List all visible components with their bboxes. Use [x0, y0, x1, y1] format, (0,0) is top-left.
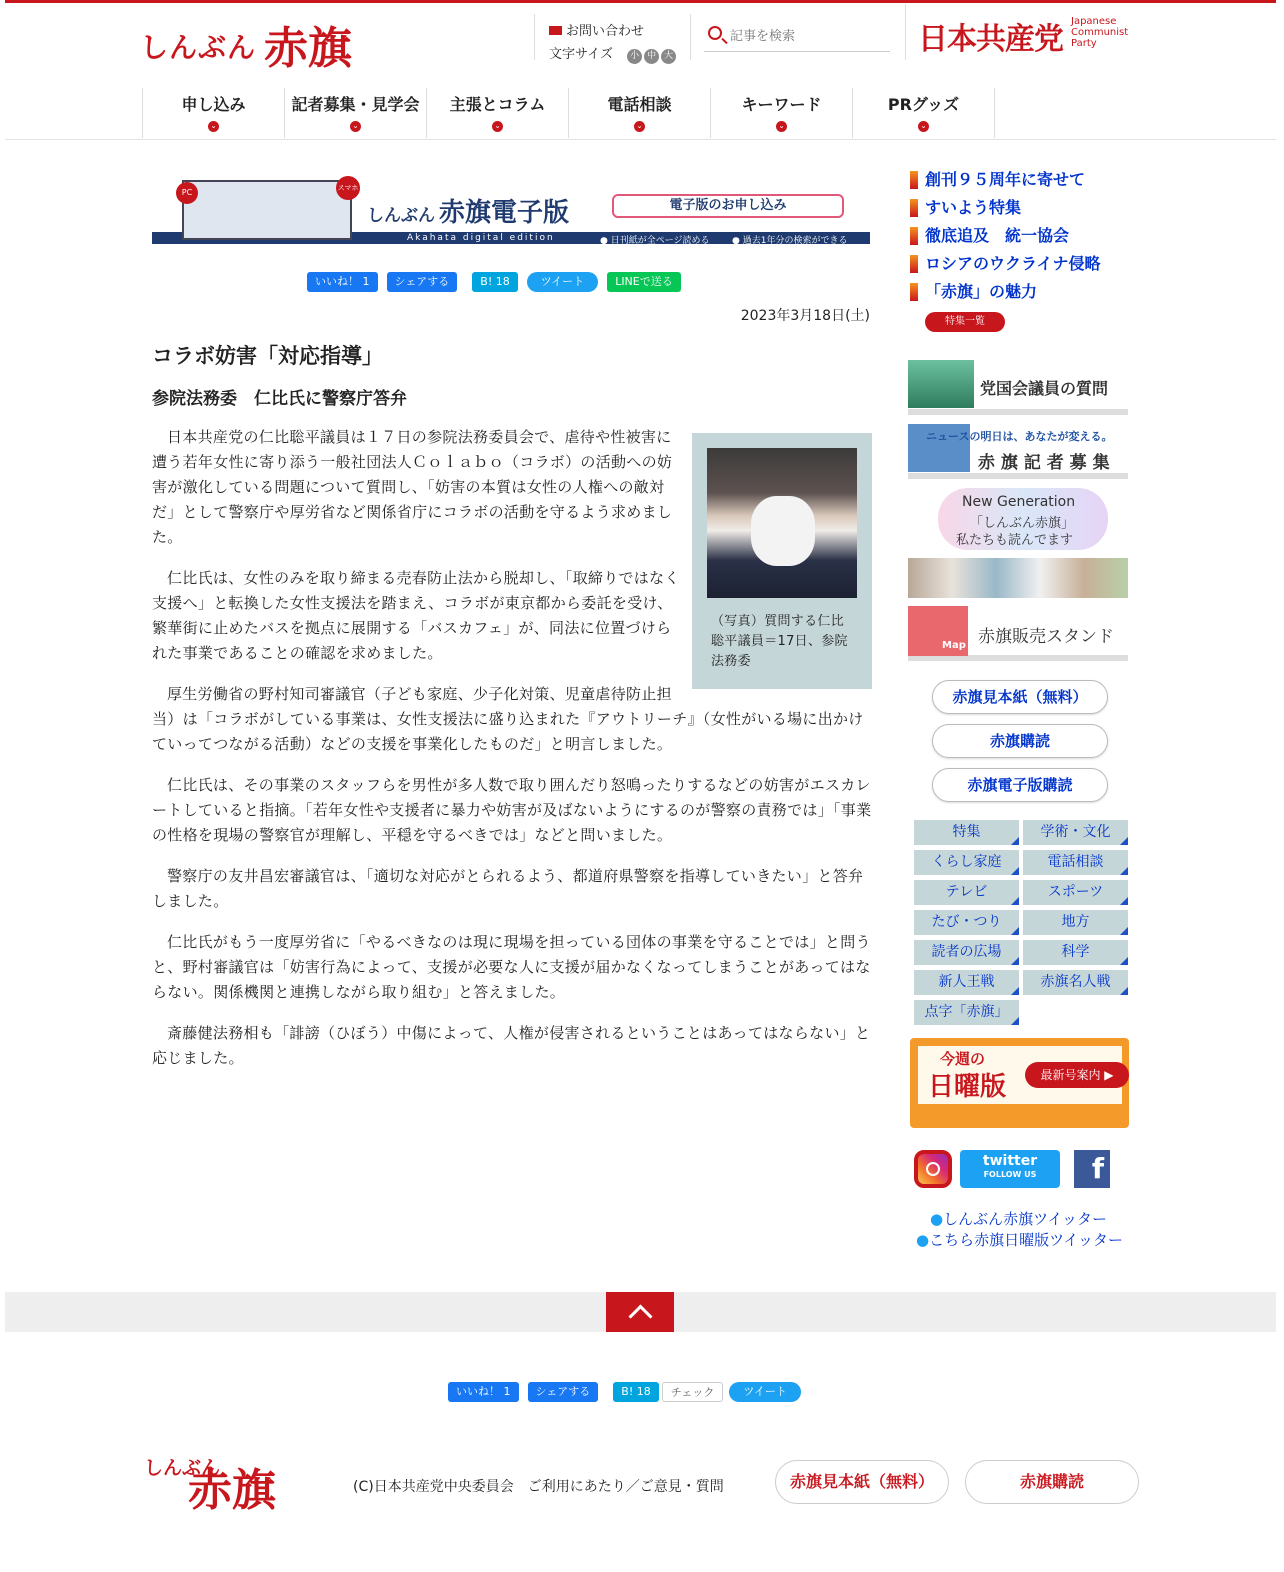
footer-logo-big: 赤旗: [188, 1465, 276, 1516]
category-link-home[interactable]: くらし家庭: [914, 850, 1019, 875]
site-logo[interactable]: [140, 12, 352, 76]
line-send-button[interactable]: LINEで送る: [607, 272, 681, 292]
search-input[interactable]: [730, 24, 885, 48]
photo-caption: （写真）質問する仁比聡平議員＝17日、参院法務委: [711, 614, 848, 669]
article-paragraph: 日本共産党の仁比聡平議員は１７日の参院法務委員会で、虐待や性被害に遭う若年女性に寄り添う一般社団法人Ｃｏｌａｂｏ（コラボ）の活動への妨害が激化している問題について質問し、「妨害の本質は女性の人権への敵対だ」として警察庁や厚労省など関係省庁にコラボの活動を守るよう求めました。: [152, 428, 673, 546]
special-link-wednesday[interactable]: すいよう特集: [908, 196, 1130, 224]
nav-item-opinion[interactable]: 主張とコラム ⌄: [427, 88, 569, 138]
main-nav: [142, 88, 995, 138]
font-size-medium-button[interactable]: 中: [644, 49, 659, 64]
special-link-appeal[interactable]: 「赤旗」の魅力: [908, 280, 1130, 308]
utility-links: [549, 20, 678, 64]
category-grid: [914, 820, 1130, 1025]
banner-note: ● 日刊紙が全ページ読める: [600, 236, 710, 246]
twitter-follow-icon[interactable]: twitter FOLLOW US: [960, 1150, 1060, 1188]
category-link-culture[interactable]: 学術・文化: [1023, 820, 1128, 845]
facebook-share-button[interactable]: シェアする: [387, 272, 458, 292]
font-size-control: [549, 43, 678, 64]
facebook-like-button[interactable]: いいね！ 1: [307, 272, 378, 292]
special-link-unification[interactable]: 徹底追及 統一協会: [908, 224, 1130, 252]
facebook-icon[interactable]: f: [1074, 1150, 1110, 1188]
jcp-logo-en: Japanese Communist Party: [1071, 16, 1129, 49]
twitter-link-akahata[interactable]: ● しんぶん赤旗ツイッター: [930, 1208, 1107, 1229]
sunday-title: 日曜版: [928, 1072, 1007, 1102]
sidebar: [908, 168, 1130, 1249]
chevron-down-icon: ⌄: [776, 121, 787, 132]
subscribe-button[interactable]: 赤旗購読: [932, 724, 1108, 758]
sales-stand-banner[interactable]: Map 赤旗販売スタンド: [908, 606, 1128, 661]
nav-item-goods[interactable]: PRグッズ ⌄: [853, 88, 995, 138]
contact-link[interactable]: お問い合わせ: [549, 20, 678, 39]
digital-subscribe-button[interactable]: 赤旗電子版購読: [932, 768, 1108, 802]
category-link-braille[interactable]: 点字「赤旗」: [914, 1000, 1019, 1025]
hatena-bookmark-button[interactable]: B! 18: [613, 1382, 658, 1402]
logo-big-text: 赤旗: [264, 23, 353, 74]
sample-newspaper-button[interactable]: 赤旗見本紙（無料）: [932, 680, 1108, 714]
digital-edition-banner[interactable]: [152, 176, 870, 244]
new-generation-banner[interactable]: New Generation 「しんぶん赤旗」 私たちも読んでます: [908, 488, 1128, 598]
chevron-down-icon: ⌄: [208, 121, 219, 132]
readers-photos: [908, 558, 1128, 598]
article-paragraph: 仁比氏がもう一度厚労省に「やるべきなのは現に現場を担っている団体の事業を守ることでは」と問うと、野村審議官は「妨害行為によって、支援が必要な人に支援が届かなくなってしまうことがあってはならない。関係機関と連携しながら取り組む」と答えました。: [152, 933, 871, 1001]
category-link-readers[interactable]: 読者の広場: [914, 940, 1019, 965]
divider: [534, 14, 535, 60]
category-link-tv[interactable]: テレビ: [914, 880, 1019, 905]
banner-subtitle: Akahata digital edition: [407, 233, 555, 243]
reporter-recruit-banner[interactable]: ニュースの明日は、あなたが変える。 赤 旗 記 者 募 集: [908, 424, 1128, 479]
category-link-science[interactable]: 科学: [1023, 940, 1128, 965]
font-size-label: 文字サイズ: [549, 47, 613, 62]
nav-item-keyword[interactable]: キーワード ⌄: [711, 88, 853, 138]
font-size-large-button[interactable]: 大: [661, 49, 676, 64]
category-link-local[interactable]: 地方: [1023, 910, 1128, 935]
banner-note: ● 過去1年分の検索ができる: [732, 236, 848, 246]
smartphone-badge: スマホ: [336, 176, 360, 200]
nav-item-recruit[interactable]: 記者募集・見学会 ⌄: [285, 88, 427, 138]
article-paragraph: 仁比氏は、女性のみを取り締まる売春防止法から脱却し、「取締りではなく支援へ」と転換した女性支援法を踏まえ、コラボが東京都から委託を受け、繁華街に止めたバスを拠点に展開する「バスカフェ」が、同法に位置づけられた事業であることの確認を求めました。: [152, 569, 680, 662]
copyright: (C)日本共産党中央委員会: [353, 1479, 514, 1495]
jcp-logo[interactable]: [918, 14, 1128, 58]
photo-image: [707, 448, 857, 598]
article-date: 2023年3月18日(土): [740, 308, 870, 324]
facebook-like-button[interactable]: いいね！ 1: [448, 1382, 519, 1402]
logo-small-text: しんぶん: [140, 31, 257, 64]
nav-item-phone[interactable]: 電話相談 ⌄: [569, 88, 711, 138]
special-link-ukraine[interactable]: ロシアのウクライナ侵略: [908, 252, 1130, 280]
facebook-share-button[interactable]: シェアする: [528, 1382, 599, 1402]
category-link-shogi-rookie[interactable]: 新人王戦: [914, 970, 1019, 995]
share-bar-top: [307, 272, 690, 292]
chevron-down-icon: ⌄: [634, 121, 645, 132]
digital-apply-button[interactable]: 電子版のお申し込み: [612, 194, 844, 218]
divider: [905, 4, 906, 60]
hatena-bookmark-button[interactable]: B! 18: [472, 272, 517, 292]
nav-divider: [5, 139, 1276, 140]
sunday-edition-banner[interactable]: [910, 1038, 1129, 1128]
footer-logo-small: しんぶん: [144, 1457, 221, 1479]
article-body: [152, 425, 872, 1087]
chevron-down-icon: ⌄: [492, 121, 503, 132]
category-link-sports[interactable]: スポーツ: [1023, 880, 1128, 905]
sunday-label: 今週の: [940, 1050, 986, 1068]
chevron-down-icon: ⌄: [350, 121, 361, 132]
tweet-button[interactable]: ツイート: [527, 272, 598, 292]
back-to-top-button[interactable]: [606, 1292, 674, 1332]
search-box: [704, 22, 890, 52]
article-subtitle: 参院法務委 仁比氏に警察庁答弁: [152, 389, 407, 409]
font-size-small-button[interactable]: 小: [627, 49, 642, 64]
banner-title: しんぶん 赤旗電子版: [367, 198, 570, 228]
footer-text: [353, 1476, 724, 1496]
share-bar-bottom: [448, 1382, 810, 1402]
article-paragraph: 仁比氏は、その事業のスタッフらを男性が多人数で取り囲んだり怒鳴ったりするなどの妨害がエスカレートしていると指摘。「若年女性や支援者に暴力や妨害が及ばないようにするのが警察の責務では」「事業の性格を現場の警察官が理解し、平穏を守るべきでは」などと問いました。: [152, 776, 872, 844]
latest-issue-button[interactable]: 最新号案内 ▶: [1025, 1062, 1129, 1088]
specials-list-button[interactable]: 特集一覧: [925, 312, 1005, 332]
category-link-special[interactable]: 特集: [914, 820, 1019, 845]
chevron-down-icon: ⌄: [918, 121, 929, 132]
footer-logo[interactable]: [144, 1458, 276, 1518]
article-paragraph: 厚生労働省の野村知司審議官（子ども家庭、少子化対策、児童虐待防止担当）は「コラボがしている事業は、女性支援法に盛り込まれた『アウトリーチ』（女性がいる場に出かけていってつながる活動）などの支援を事業化したものだ」と明言しました。: [152, 685, 864, 753]
tweet-button[interactable]: ツイート: [729, 1382, 800, 1402]
search-icon[interactable]: [708, 26, 722, 40]
article-title: コラボ妨害「対応指導」: [152, 344, 383, 368]
footer-sample-button[interactable]: 赤旗見本紙（無料）: [775, 1460, 949, 1504]
back-to-top-bar: [5, 1292, 1276, 1332]
article-photo: [692, 433, 872, 689]
diet-building-icon: [908, 360, 974, 408]
instagram-lens: [926, 1162, 940, 1176]
top-accent-bar: [5, 0, 1276, 3]
footer-subscribe-button[interactable]: 赤旗購読: [965, 1460, 1139, 1504]
divider: [690, 14, 691, 60]
category-link-meijin[interactable]: 赤旗名人戦: [1023, 970, 1128, 995]
twitter-link-sunday[interactable]: ● こちら赤旗日曜版ツイッター: [916, 1229, 1123, 1250]
nav-item-apply[interactable]: 申し込み ⌄: [143, 88, 285, 138]
diet-questions-banner[interactable]: 党国会議員の質問: [908, 360, 1128, 415]
special-link-anniversary[interactable]: 創刊９５周年に寄せて: [908, 168, 1130, 196]
pc-badge: PC: [176, 182, 198, 204]
jcp-logo-jp: 日本共産党: [918, 22, 1063, 57]
article-paragraph: 警察庁の友井昌宏審議官は、「適切な対応がとられるよう、都道府県警察を指導していきたい」と答弁しました。: [152, 867, 864, 910]
mail-icon: [549, 26, 562, 35]
category-link-phone[interactable]: 電話相談: [1023, 850, 1128, 875]
category-link-travel[interactable]: たび・つり: [914, 910, 1019, 935]
mixi-check-button[interactable]: チェック: [662, 1382, 724, 1402]
footer-links[interactable]: ご利用にあたり／ご意見・質問: [527, 1479, 724, 1495]
article-paragraph: 斎藤健法務相も「誹謗（ひぼう）中傷によって、人権が侵害されるということはあってはならない」と応じました。: [152, 1024, 871, 1067]
devices-image: [182, 180, 352, 240]
